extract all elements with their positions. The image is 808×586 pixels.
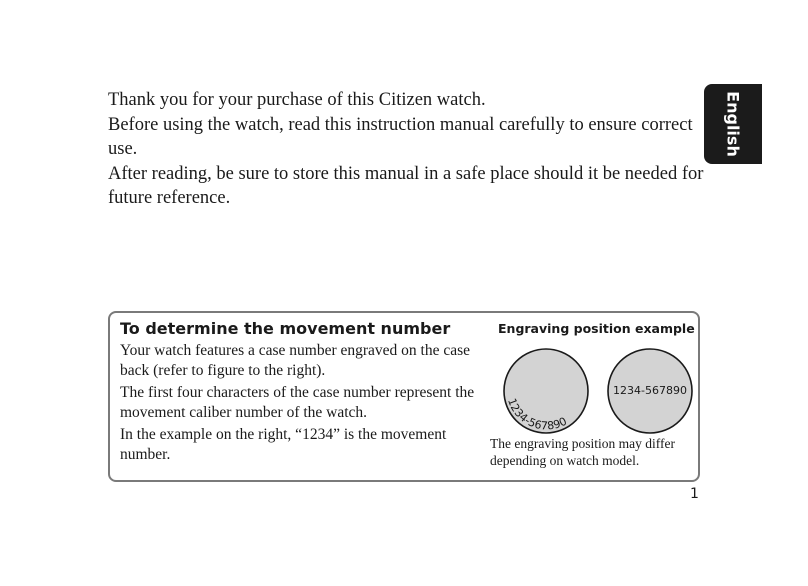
- engraving-note: The engraving position may differ depending on watch model.: [490, 436, 675, 468]
- intro-paragraph-3: After reading, be sure to store this manual in a safe place should it be needed for future reference.: [108, 164, 704, 208]
- movement-paragraph-1: Your watch features a case number engraved on the case back (refer to figure to the right).: [120, 342, 471, 379]
- movement-number-box: [108, 311, 700, 482]
- intro-paragraph-2: Before using the watch, read this instruction manual carefully to ensure correct use.: [108, 115, 693, 159]
- intro-paragraph-1: Thank you for your purchase of this Citizen watch.: [108, 90, 486, 110]
- movement-paragraph-2: The first four characters of the case number represent the movement caliber number of the watch.: [120, 384, 475, 421]
- engraving-example-title: Engraving position example: [498, 321, 695, 336]
- movement-paragraph-3: In the example on the right, “1234” is the movement number.: [120, 426, 447, 463]
- page-number: 1: [690, 486, 699, 502]
- intro-text: [108, 88, 708, 211]
- movement-box-text: [120, 341, 490, 467]
- language-tab: [704, 84, 762, 164]
- straight-engraving-text: 1234-567890: [613, 384, 687, 397]
- engraving-dials-figure: [500, 344, 700, 436]
- language-tab-label: English: [723, 91, 743, 157]
- curved-engraving-text: 1234-567890: [505, 396, 569, 433]
- movement-box-title: To determine the movement number: [120, 319, 451, 338]
